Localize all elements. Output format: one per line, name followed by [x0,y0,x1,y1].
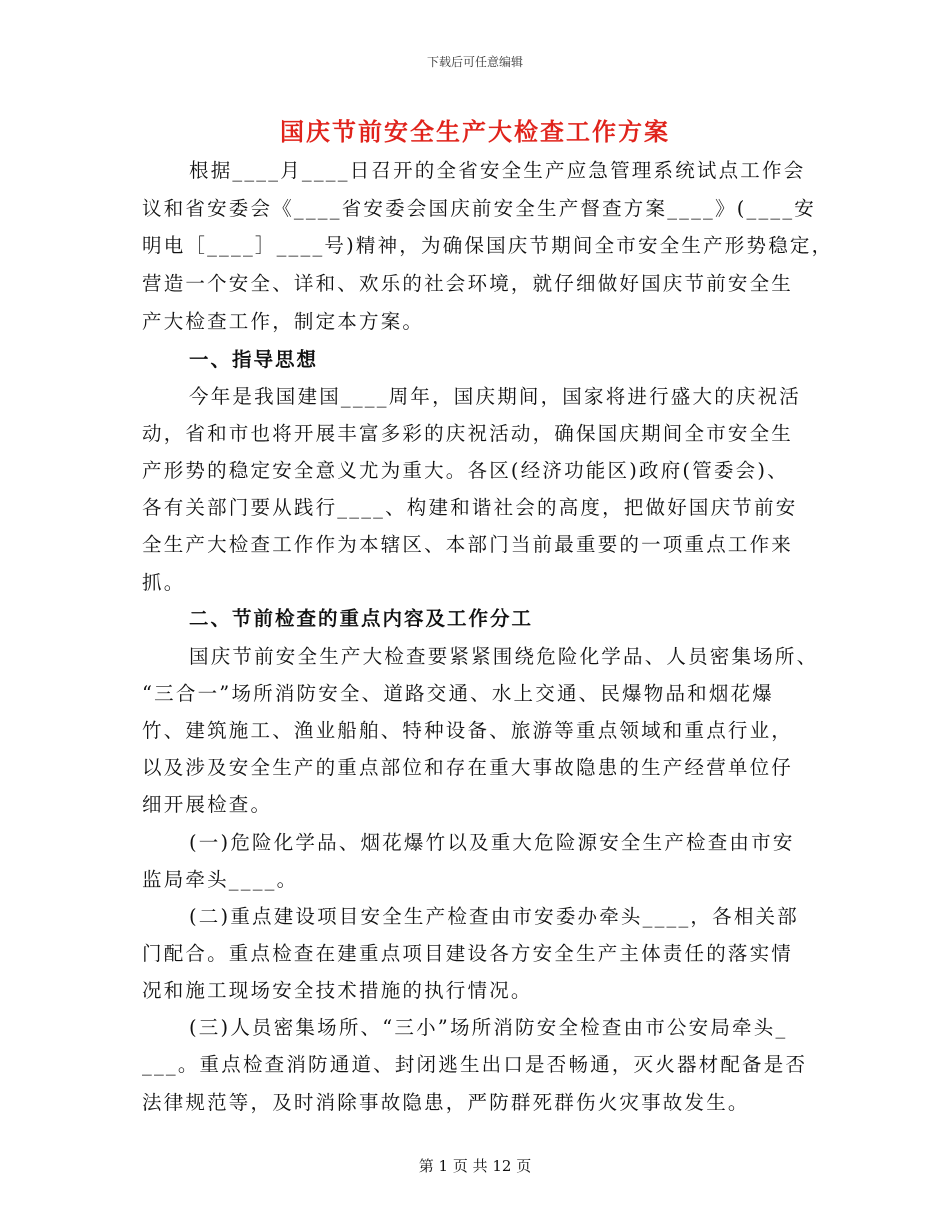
paragraph-line: ___。重点检查消防通道、封闭逃生出口是否畅通，灭火器材配备是否 [142,1053,808,1076]
paragraph-line: 以及涉及安全生产的重点部位和存在重大事故隐患的生产经营单位仔 [142,756,794,779]
paragraph-line: 门配合。重点检查在建重点项目建设各方安全生产主体责任的落实情 [142,942,794,965]
paragraph-line: 抓。 [142,571,186,594]
paragraph-line: 根据____月____日召开的全省安全生产应急管理系统试点工作会 [189,159,806,182]
page-footer: 第 1 页 共 12 页 [418,1157,532,1175]
paragraph-line: 法律规范等，及时消除事故隐患，严防群死群伤火灾事故发生。 [142,1091,750,1114]
paragraph-line: 监局牵头____。 [142,868,299,891]
paragraph-line: 况和施工现场安全技术措施的执行情况。 [142,979,533,1002]
document-title: 国庆节前安全生产大检查工作方案 [280,118,670,146]
section-heading: 一、指导思想 [189,348,319,371]
paragraph-line: 国庆节前安全生产大检查要紧紧围绕危险化学品、人员密集场所、 [189,645,819,668]
paragraph-line: 今年是我国建国____周年，国庆期间，国家将进行盛大的庆祝活 [189,385,802,408]
paragraph-line: 议和省安委会《____省安委会国庆前安全生产督查方案____》(____安 [142,197,817,220]
page-header: 下载后可任意编辑 [426,55,523,69]
paragraph-line: 各有关部门要从践行____、构建和谐社会的高度，把做好国庆节前安 [142,496,798,519]
paragraph-line: 竹、建筑施工、渔业船舶、特种设备、旅游等重点领域和重点行业， [142,719,794,742]
paragraph-line: (一)危险化学品、烟花爆竹以及重大危险源安全生产检查由市安 [189,831,795,854]
paragraph-line: “三合一”场所消防安全、道路交通、水上交通、民爆物品和烟花爆 [142,682,774,705]
paragraph-line: 明电［____］____号)精神，为确保国庆节期间全市安全生产形势稳定， [142,234,834,257]
paragraph-line: 动，省和市也将开展丰富多彩的庆祝活动，确保国庆期间全市安全生 [142,422,794,445]
paragraph-line: 产大检查工作，制定本方案。 [142,310,425,333]
paragraph-line: 营造一个安全、详和、欢乐的社会环境，就仔细做好国庆节前安全生 [142,272,794,295]
paragraph-line: 细开展检查。 [142,793,273,816]
paragraph-line: 全生产大检查工作作为本辖区、本部门当前最重要的一项重点工作来 [142,533,794,556]
paragraph-line: 产形势的稳定安全意义尤为重大。各区(经济功能区)政府(管委会)、 [142,459,789,482]
paragraph-line: (三)人员密集场所、“三小”场所消防安全检查由市公安局牵头_ [189,1016,788,1039]
section-heading: 二、节前检查的重点内容及工作分工 [189,607,534,630]
paragraph-line: (二)重点建设项目安全生产检查由市安委办牵头____，各相关部 [189,905,799,928]
